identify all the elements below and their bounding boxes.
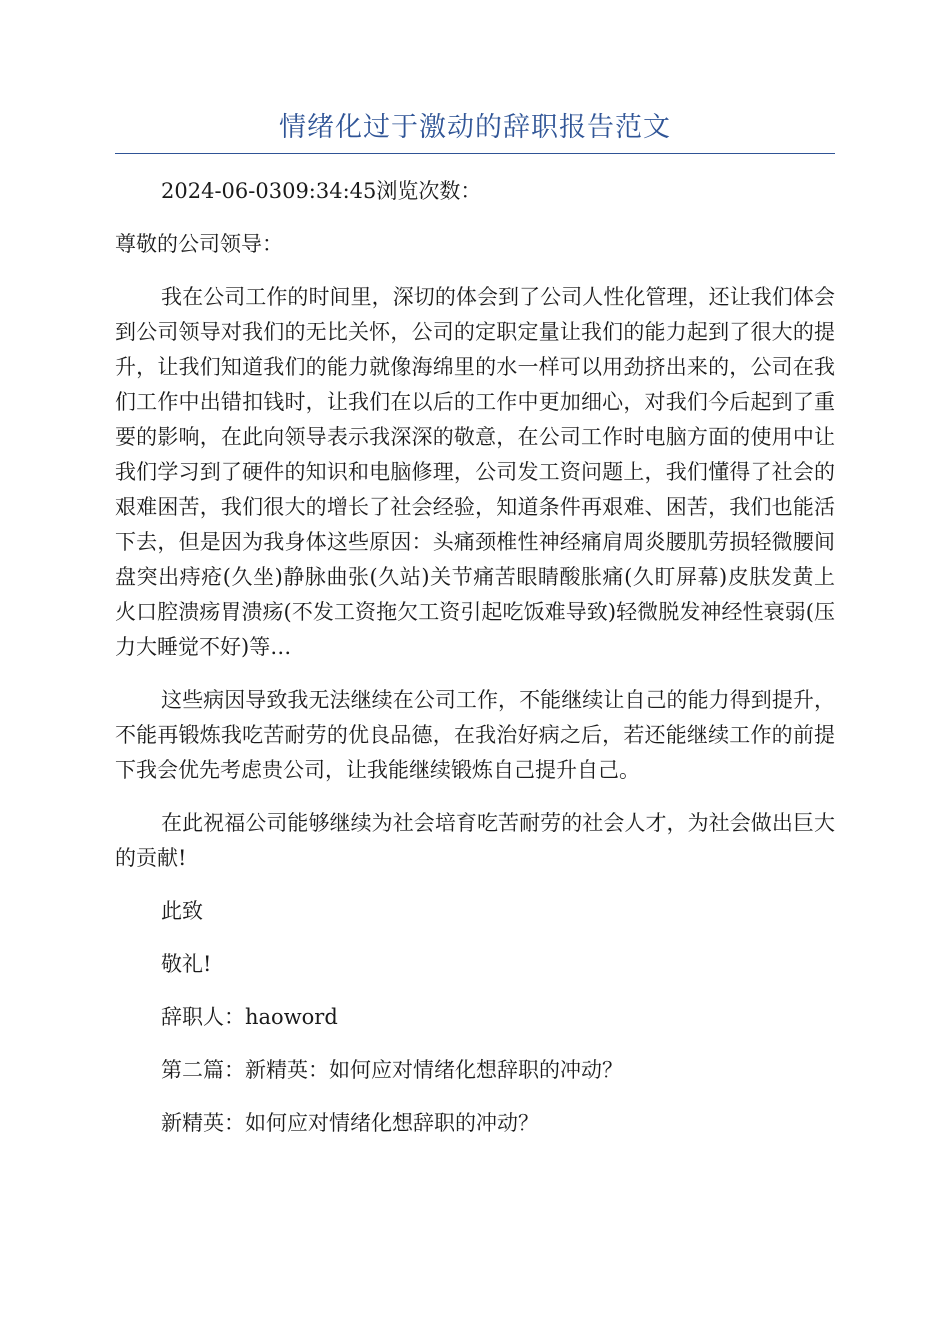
salutation: 尊敬的公司领导： — [115, 232, 283, 256]
document-title: 情绪化过于激动的辞职报告范文 — [279, 112, 671, 143]
paragraph-2: 这些病因导致我无法继续在公司工作，不能继续让自己的能力得到提升，不能再锻炼我吃苦耐劳的优良品德，在我治好病之后，若还能继续工作的前提下我会优先考虑贵公司，让我能继续锻炼自己提升自己。 — [115, 688, 835, 782]
document-body — [115, 174, 835, 1159]
signature: 辞职人：haoword — [161, 1005, 338, 1029]
paragraph-3: 在此祝福公司能够继续为社会培育吃苦耐劳的社会人才，为社会做出巨大的贡献! — [115, 811, 835, 870]
closing-jing-li: 敬礼! — [161, 952, 212, 976]
closing-ci-zhi: 此致 — [161, 899, 203, 923]
meta-line: 2024-06-0309:34:45浏览次数： — [161, 179, 482, 203]
subheading: 新精英：如何应对情绪化想辞职的冲动？ — [161, 1111, 539, 1135]
section-heading: 第二篇：新精英：如何应对情绪化想辞职的冲动？ — [161, 1058, 623, 1082]
paragraph-1: 我在公司工作的时间里，深切的体会到了公司人性化管理，还让我们体会到公司领导对我们的无比关怀，公司的定职定量让我们的能力起到了很大的提升，让我们知道我们的能力就像海绵里的水一样可以用劲挤出来的，公司在我们工作中出错扣钱时，让我们在以后的工作中更加细心，对我们今后起到了重要的影响，在此向领导表示我深深的敬意，在公司工作时电脑方面的使用中让我们学习到了硬件的知识和电脑修理，公司发工资问题上，我们懂得了社会的艰难困苦，我们很大的增长了社会经验，知道条件再艰难、困苦，我们也能活下去，但是因为我身体这些原因：头痛颈椎性神经痛肩周炎腰肌劳损轻微腰间盘突出痔疮(久坐)静脉曲张(久站)关节痛苦眼睛酸胀痛(久盯屏幕)皮肤发黄上火口腔溃疡胃溃疡(不发工资拖欠工资引起吃饭难导致)轻微脱发神经性衰弱(压力大睡觉不好)等… — [115, 285, 835, 659]
title-underline — [115, 153, 835, 154]
